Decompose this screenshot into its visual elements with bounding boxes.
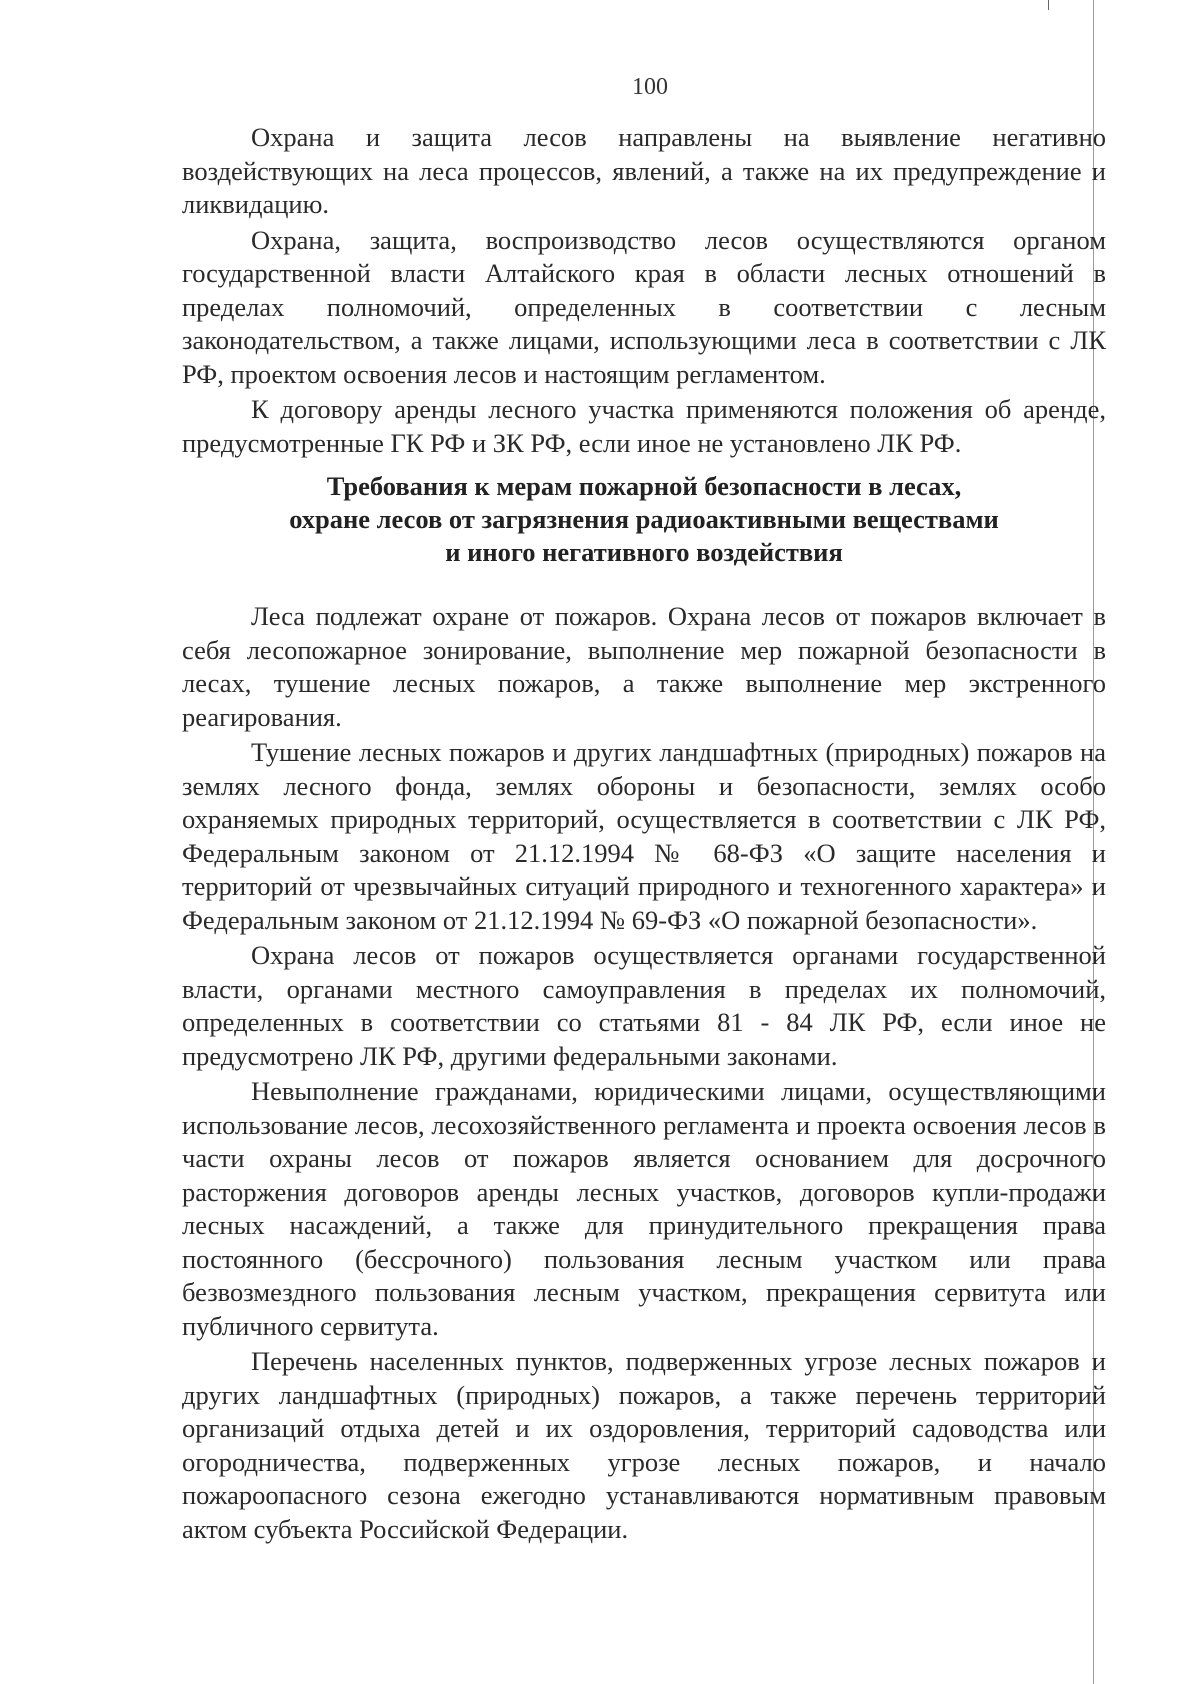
section-heading	[182, 470, 1106, 569]
paragraph: Леса подлежат охране от пожаров. Охрана лесов от пожаров включает в себя лесопожарное зонирование, выполнение мер пожарной безопасности в лесах, тушение лесных пожаров, а также выполнение мер экстренного реагирования.	[182, 601, 1106, 732]
paragraph: Тушение лесных пожаров и других ландшафтных (природных) пожаров на землях лесного фонда, землях обороны и безопасности, землях особо охраняемых природных территорий, осуществляется в соответствии с ЛК РФ, Федеральным законом от 21.12.1994 № 68-ФЗ «О защите населения и территорий от чрезвычайных ситуаций природного и техногенного характера» и Федеральным законом от 21.12.1994 № 69-ФЗ «О пожарной безопасности».	[182, 737, 1106, 935]
paragraph: К договору аренды лесного участка применяются положения об аренде, предусмотренные ГК РФ и ЗК РФ, если иное не установлено ЛК РФ.	[182, 394, 1106, 458]
section-heading-line: Требования к мерам пожарной безопасности в лесах,	[326, 471, 962, 501]
paragraph: Невыполнение гражданами, юридическими лицами, осуществляющими использование лесов, лесохозяйственного регламента и проекта освоения лесов в части охраны лесов от пожаров является основанием для досрочного расторжения договоров аренды лесных участков, договоров купли-продажи лесных насаждений, а также для принудительного прекращения права постоянного (бессрочного) пользования лесным участком или права безвозмездного пользования лесным участком, прекращения сервитута или публичного сервитута.	[182, 1076, 1106, 1341]
section-text-block	[182, 600, 1106, 1548]
intro-text-block	[182, 121, 1106, 462]
page-number: 100	[632, 74, 668, 100]
scan-margin-mark	[1048, 0, 1049, 10]
paragraph: Перечень населенных пунктов, подверженных угрозе лесных пожаров и других ландшафтных (природных) пожаров, а также перечень территорий организаций отдыха детей и их оздоровления, территорий садоводства или огородничества, подверженных угрозе лесных пожаров, и начало пожароопасного сезона ежегодно устанавливаются нормативным правовым актом субъекта Российской Федерации.	[182, 1346, 1106, 1544]
section-heading-line: и иного негативного воздействия	[445, 537, 843, 567]
paragraph: Охрана лесов от пожаров осуществляется органами государственной власти, органами местного самоуправления в пределах их полномочий, определенных в соответствии со статьями 81 - 84 ЛК РФ, если иное не предусмотрено ЛК РФ, другими федеральными законами.	[182, 940, 1106, 1071]
paragraph: Охрана и защита лесов направлены на выявление негативно воздействующих на леса процессов, явлений, а также на их предупреждение и ликвидацию.	[182, 122, 1106, 219]
section-heading-line: охране лесов от загрязнения радиоактивными веществами	[289, 504, 999, 534]
paragraph: Охрана, защита, воспроизводство лесов осуществляются органом государственной власти Алтайского края в области лесных отношений в пределах полномочий, определенных в соответствии с лесным законодательством, а также лицами, использующими леса в соответствии с ЛК РФ, проектом освоения лесов и настоящим регламентом.	[182, 224, 1106, 389]
